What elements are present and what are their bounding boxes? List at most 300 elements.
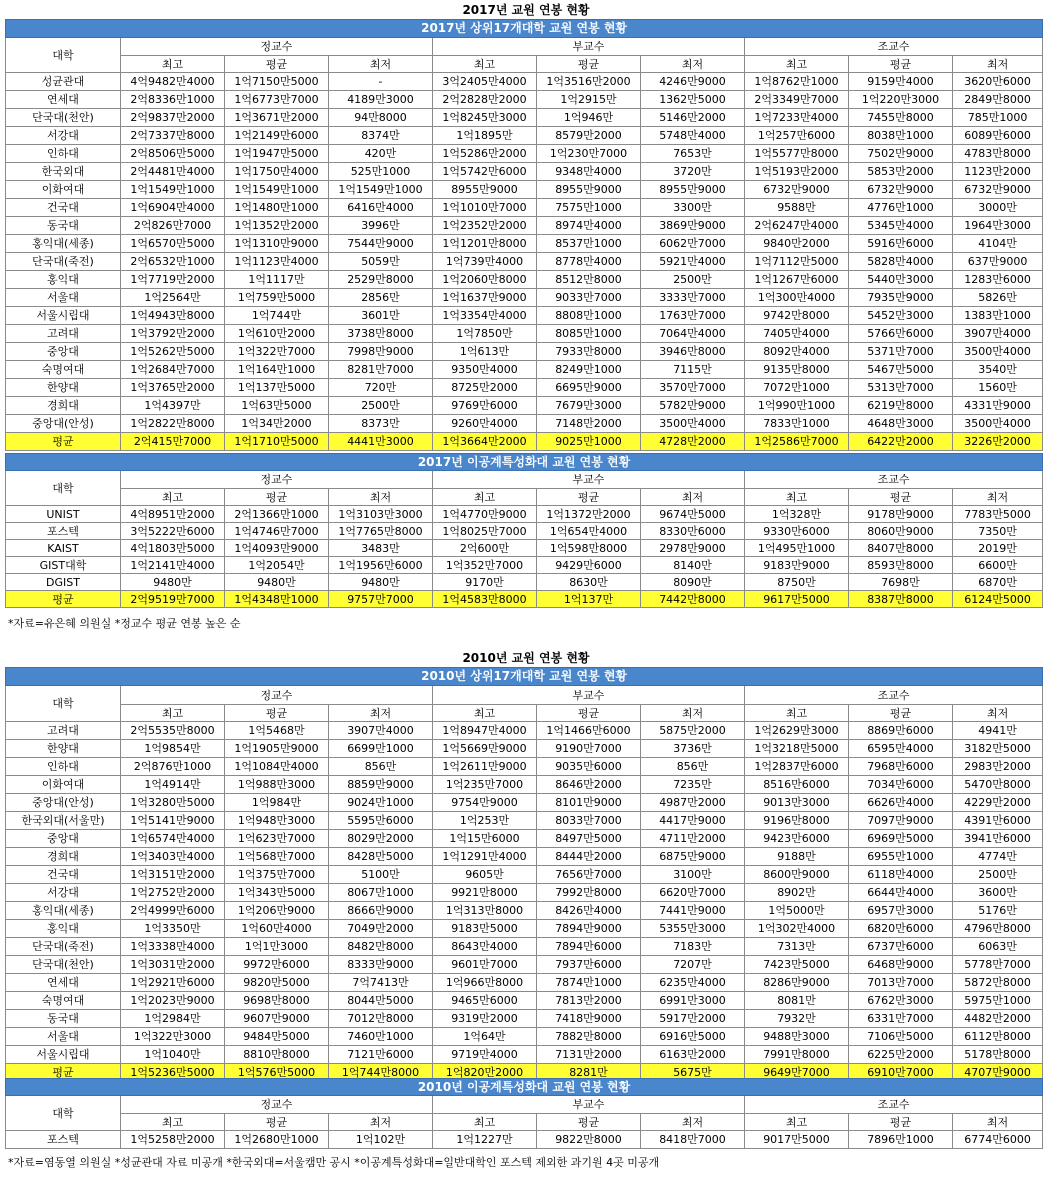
salary-cell: 1억744만 xyxy=(225,307,329,325)
column-header: 평균 xyxy=(225,1114,329,1131)
salary-cell: 9674만5000 xyxy=(641,506,745,523)
salary-cell: 5917만2000 xyxy=(641,1010,745,1028)
table-row xyxy=(6,506,1043,523)
average-cell: 4707만9000 xyxy=(953,1064,1043,1081)
average-label: 평균 xyxy=(6,1064,121,1081)
salary-cell: 7894만6000 xyxy=(537,938,641,956)
salary-cell: 1억3403만4000 xyxy=(121,848,225,866)
salary-cell: 1964만3000 xyxy=(953,217,1043,235)
salary-cell: 1억6904만4000 xyxy=(121,199,225,217)
salary-cell: 1억759만5000 xyxy=(225,289,329,307)
table-row xyxy=(6,379,1043,397)
salary-cell: 1억9854만 xyxy=(121,740,225,758)
salary-cell: 9601만7000 xyxy=(433,956,537,974)
univ-name: 서울대 xyxy=(6,1028,121,1046)
column-header: 최저 xyxy=(641,56,745,73)
salary-cell: 1억5669만9000 xyxy=(433,740,537,758)
salary-cell: 9260만4000 xyxy=(433,415,537,433)
table-row xyxy=(6,325,1043,343)
salary-cell: 7460만1000 xyxy=(329,1028,433,1046)
salary-cell: 1억8762만1000 xyxy=(745,73,849,91)
average-cell: 4441만3000 xyxy=(329,433,433,451)
univ-name: 서강대 xyxy=(6,127,121,145)
salary-cell: 1억1549만1000 xyxy=(121,181,225,199)
table-row xyxy=(6,361,1043,379)
salary-cell: 5975만1000 xyxy=(953,992,1043,1010)
salary-cell: 1억988만3000 xyxy=(225,776,329,794)
average-label: 평균 xyxy=(6,591,121,608)
table-row xyxy=(6,145,1043,163)
average-cell: 9649만7000 xyxy=(745,1064,849,1081)
salary-cell: 1억1123만4000 xyxy=(225,253,329,271)
header-row xyxy=(6,471,1043,489)
table-title: 2017년 상위17개대학 교원 연봉 현황 xyxy=(6,20,1043,38)
salary-cell: 7049만2000 xyxy=(329,920,433,938)
salary-cell: 5853만2000 xyxy=(849,163,953,181)
salary-cell: 1억1352만2000 xyxy=(225,217,329,235)
salary-cell: 8281만7000 xyxy=(329,361,433,379)
salary-cell: 1억1만3000 xyxy=(225,938,329,956)
average-cell: 9757만7000 xyxy=(329,591,433,608)
salary-cell: 9190만7000 xyxy=(537,740,641,758)
salary-cell: 5872만8000 xyxy=(953,974,1043,992)
salary-cell: 9135만8000 xyxy=(745,361,849,379)
salary-cell: 3941만6000 xyxy=(953,830,1043,848)
univ-name: 인하대 xyxy=(6,758,121,776)
rank-header: 부교수 xyxy=(433,686,745,705)
salary-cell: 2983만2000 xyxy=(953,758,1043,776)
table-2017-top17 xyxy=(5,19,1043,451)
salary-cell: 8643만4000 xyxy=(433,938,537,956)
header-row xyxy=(6,1096,1043,1114)
salary-cell: 3483만 xyxy=(329,540,433,557)
salary-cell: 9480만 xyxy=(329,574,433,591)
column-header: 평균 xyxy=(849,489,953,506)
salary-cell: 9719만4000 xyxy=(433,1046,537,1064)
salary-cell: 6416만4000 xyxy=(329,199,433,217)
salary-cell: 9183만5000 xyxy=(433,920,537,938)
salary-cell: 1억2752만2000 xyxy=(121,884,225,902)
salary-cell: 6626만4000 xyxy=(849,794,953,812)
salary-cell: 7894만9000 xyxy=(537,920,641,938)
salary-cell: 9588만 xyxy=(745,199,849,217)
salary-cell: 2억6532만1000 xyxy=(121,253,225,271)
salary-cell: 1억3671만2000 xyxy=(225,109,329,127)
salary-cell: 6916만5000 xyxy=(641,1028,745,1046)
average-row xyxy=(6,591,1043,608)
salary-cell: 6875만9000 xyxy=(641,848,745,866)
salary-cell: 8033만7000 xyxy=(537,812,641,830)
column-header: 최저 xyxy=(641,489,745,506)
salary-cell: 3182만5000 xyxy=(953,740,1043,758)
salary-cell: 4417만9000 xyxy=(641,812,745,830)
univ-name: 서강대 xyxy=(6,884,121,902)
salary-cell: 1억3765만2000 xyxy=(121,379,225,397)
salary-cell: 7207만 xyxy=(641,956,745,974)
salary-cell: 4189만3000 xyxy=(329,91,433,109)
average-cell: 1억820만2000 xyxy=(433,1064,537,1081)
salary-cell: 7813만2000 xyxy=(537,992,641,1010)
salary-cell: 1억3354만4000 xyxy=(433,307,537,325)
salary-cell: 1560만 xyxy=(953,379,1043,397)
salary-cell: 4711만2000 xyxy=(641,830,745,848)
salary-cell: 1억1549만1000 xyxy=(329,181,433,199)
table-title-row xyxy=(6,668,1043,686)
salary-cell: 1억328만 xyxy=(745,506,849,523)
salary-cell: 2억6247만4000 xyxy=(745,217,849,235)
salary-cell: 1억5193만2000 xyxy=(745,163,849,181)
salary-cell: 9033만7000 xyxy=(537,289,641,307)
table-row xyxy=(6,1028,1043,1046)
salary-cell: 3540만 xyxy=(953,361,1043,379)
salary-cell: 6600만 xyxy=(953,557,1043,574)
salary-cell: 1억2984만 xyxy=(121,1010,225,1028)
salary-cell: 8725만2000 xyxy=(433,379,537,397)
table-row xyxy=(6,740,1043,758)
salary-cell: 6870만 xyxy=(953,574,1043,591)
average-cell: 3226만2000 xyxy=(953,433,1043,451)
salary-cell: 1362만5000 xyxy=(641,91,745,109)
univ-name: 고려대 xyxy=(6,722,121,740)
table-row xyxy=(6,974,1043,992)
salary-cell: 4억9482만4000 xyxy=(121,73,225,91)
salary-cell: 1283만6000 xyxy=(953,271,1043,289)
salary-cell: 1억3031만2000 xyxy=(121,956,225,974)
salary-cell: 7896만1000 xyxy=(849,1131,953,1149)
average-cell: 8281만 xyxy=(537,1064,641,1081)
salary-cell: 1억5577만8000 xyxy=(745,145,849,163)
table-title-row xyxy=(6,1079,1043,1096)
column-header: 최고 xyxy=(745,1114,849,1131)
salary-cell: 1억739만4000 xyxy=(433,253,537,271)
salary-cell: 6955만1000 xyxy=(849,848,953,866)
salary-cell: 1억654만4000 xyxy=(537,523,641,540)
salary-cell: 1억6574만4000 xyxy=(121,830,225,848)
salary-cell: 1억375만7000 xyxy=(225,866,329,884)
salary-cell: 9742만8000 xyxy=(745,307,849,325)
salary-cell: 8537만1000 xyxy=(537,235,641,253)
salary-cell: 6063만 xyxy=(953,938,1043,956)
salary-cell: 7992만8000 xyxy=(537,884,641,902)
univ-name: 건국대 xyxy=(6,199,121,217)
salary-cell: 8067만1000 xyxy=(329,884,433,902)
table-row xyxy=(6,415,1043,433)
salary-cell: 5355만3000 xyxy=(641,920,745,938)
column-header: 평균 xyxy=(225,56,329,73)
table-title-row xyxy=(6,454,1043,471)
salary-cell: 7131만2000 xyxy=(537,1046,641,1064)
salary-cell: 9605만 xyxy=(433,866,537,884)
univ-name: 경희대 xyxy=(6,848,121,866)
column-header: 최저 xyxy=(953,1114,1043,1131)
salary-cell: 8516만6000 xyxy=(745,776,849,794)
salary-cell: 9348만4000 xyxy=(537,163,641,181)
salary-cell: 1억64만 xyxy=(433,1028,537,1046)
salary-cell: 1억6570만5000 xyxy=(121,235,225,253)
column-header: 최저 xyxy=(329,489,433,506)
salary-cell: 2856만 xyxy=(329,289,433,307)
univ-name: 숙명여대 xyxy=(6,361,121,379)
salary-cell: 2억3349만7000 xyxy=(745,91,849,109)
salary-cell: 1억1905만9000 xyxy=(225,740,329,758)
table-row xyxy=(6,956,1043,974)
table-row xyxy=(6,127,1043,145)
table-row xyxy=(6,289,1043,307)
salary-cell: 7653만 xyxy=(641,145,745,163)
salary-cell: 4941만 xyxy=(953,722,1043,740)
salary-cell: 6695만9000 xyxy=(537,379,641,397)
salary-cell: 1억352만7000 xyxy=(433,557,537,574)
column-header: 최저 xyxy=(953,56,1043,73)
salary-cell: 3500만4000 xyxy=(953,343,1043,361)
salary-cell: 6991만3000 xyxy=(641,992,745,1010)
column-header: 평균 xyxy=(225,705,329,722)
table-row xyxy=(6,992,1043,1010)
subheader-row xyxy=(6,489,1043,506)
table-title: 2010년 상위17개대학 교원 연봉 현황 xyxy=(6,668,1043,686)
average-cell: 9025만1000 xyxy=(537,433,641,451)
rank-header: 정교수 xyxy=(121,38,433,56)
table-row xyxy=(6,307,1043,325)
salary-cell: 5828만4000 xyxy=(849,253,953,271)
univ-name: 단국대(천안) xyxy=(6,109,121,127)
salary-cell: 7121만6000 xyxy=(329,1046,433,1064)
salary-cell: 6163만2000 xyxy=(641,1046,745,1064)
salary-cell: 2019만 xyxy=(953,540,1043,557)
title-2017: 2017년 교원 연봉 현황 xyxy=(462,3,590,17)
salary-cell: 4229만2000 xyxy=(953,794,1043,812)
average-cell: 2억415만7000 xyxy=(121,433,225,451)
table-title: 2010년 이공계특성화대 교원 연봉 현황 xyxy=(6,1079,1043,1096)
salary-cell: 5766만6000 xyxy=(849,325,953,343)
salary-cell: 7679만3000 xyxy=(537,397,641,415)
subheader-row xyxy=(6,705,1043,722)
salary-cell: 8974만4000 xyxy=(537,217,641,235)
salary-cell: 1억2060만8000 xyxy=(433,271,537,289)
salary-cell: 1억63만5000 xyxy=(225,397,329,415)
column-header: 평균 xyxy=(849,56,953,73)
table-row xyxy=(6,523,1043,540)
salary-cell: 1억2352만2000 xyxy=(433,217,537,235)
salary-cell: 1억164만1000 xyxy=(225,361,329,379)
rank-header: 부교수 xyxy=(433,38,745,56)
table-row xyxy=(6,199,1043,217)
salary-cell: 6699만1000 xyxy=(329,740,433,758)
salary-cell: 6774만6000 xyxy=(953,1131,1043,1149)
salary-cell: 1억4397만 xyxy=(121,397,225,415)
salary-cell: 1억253만 xyxy=(433,812,537,830)
salary-cell: 1억5258만2000 xyxy=(121,1131,225,1149)
salary-cell: 7064만4000 xyxy=(641,325,745,343)
salary-cell: 4987만2000 xyxy=(641,794,745,812)
salary-cell: 4796만8000 xyxy=(953,920,1043,938)
rank-header: 부교수 xyxy=(433,471,745,489)
salary-cell: 8373만 xyxy=(329,415,433,433)
salary-cell: 1억2564만 xyxy=(121,289,225,307)
table-row xyxy=(6,253,1043,271)
salary-cell: 1억568만7000 xyxy=(225,848,329,866)
salary-cell: 785만1000 xyxy=(953,109,1043,127)
salary-cell: 3620만6000 xyxy=(953,73,1043,91)
salary-cell: 7115만 xyxy=(641,361,745,379)
salary-cell: 8249만1000 xyxy=(537,361,641,379)
salary-cell: 8593만8000 xyxy=(849,557,953,574)
column-header: 최고 xyxy=(433,489,537,506)
salary-cell: 8955만9000 xyxy=(537,181,641,199)
salary-cell: 1억1956만6000 xyxy=(329,557,433,574)
table-row xyxy=(6,574,1043,591)
table-row xyxy=(6,163,1043,181)
salary-cell: 5176만 xyxy=(953,902,1043,920)
table-2010-sci xyxy=(5,1078,1043,1149)
salary-cell: 1억5000만 xyxy=(745,902,849,920)
salary-cell: 1억966만8000 xyxy=(433,974,537,992)
salary-cell: 1억2054만 xyxy=(225,557,329,574)
salary-cell: 1억6773만7000 xyxy=(225,91,329,109)
salary-cell: 8955만9000 xyxy=(641,181,745,199)
salary-cell: 856만 xyxy=(641,758,745,776)
salary-cell: 8426만4000 xyxy=(537,902,641,920)
salary-cell: 9024만1000 xyxy=(329,794,433,812)
rank-header: 부교수 xyxy=(433,1096,745,1114)
salary-cell: 7575만1000 xyxy=(537,199,641,217)
salary-cell: 2529만8000 xyxy=(329,271,433,289)
salary-cell: 1억2141만4000 xyxy=(121,557,225,574)
column-header: 최고 xyxy=(121,1114,225,1131)
salary-cell: 3500만4000 xyxy=(953,415,1043,433)
salary-cell: 9159만4000 xyxy=(849,73,953,91)
salary-cell: 7502만9000 xyxy=(849,145,953,163)
salary-cell: 4482만2000 xyxy=(953,1010,1043,1028)
table-row xyxy=(6,866,1043,884)
table-row xyxy=(6,1046,1043,1064)
salary-cell: 2억826만7000 xyxy=(121,217,225,235)
salary-cell: 4억8951만2000 xyxy=(121,506,225,523)
salary-cell: 1억946만 xyxy=(537,109,641,127)
salary-cell: 1억220만3000 xyxy=(849,91,953,109)
salary-cell: 1억8947만4000 xyxy=(433,722,537,740)
salary-cell: 1억257만6000 xyxy=(745,127,849,145)
salary-cell: 1억2684만7000 xyxy=(121,361,225,379)
salary-cell: 8600만9000 xyxy=(745,866,849,884)
salary-cell: 1억984만 xyxy=(225,794,329,812)
salary-cell: 6112만8000 xyxy=(953,1028,1043,1046)
table-title: 2017년 이공계특성화대 교원 연봉 현황 xyxy=(6,454,1043,471)
salary-cell: 5875만2000 xyxy=(641,722,745,740)
salary-cell: 1억2680만1000 xyxy=(225,1131,329,1149)
univ-name: 중앙대(안성) xyxy=(6,415,121,433)
table-row xyxy=(6,722,1043,740)
salary-cell: 1억948만3000 xyxy=(225,812,329,830)
salary-cell: 3333만7000 xyxy=(641,289,745,307)
column-header: 최저 xyxy=(329,705,433,722)
salary-cell: 1123만2000 xyxy=(953,163,1043,181)
column-header: 최고 xyxy=(121,489,225,506)
salary-cell: - xyxy=(329,73,433,91)
salary-cell: 9423만6000 xyxy=(745,830,849,848)
salary-cell: 7998만9000 xyxy=(329,343,433,361)
salary-cell: 7933만8000 xyxy=(537,343,641,361)
column-header: 최저 xyxy=(641,705,745,722)
salary-cell: 8646만2000 xyxy=(537,776,641,794)
salary-cell: 1억2921만6000 xyxy=(121,974,225,992)
average-cell: 7442만8000 xyxy=(641,591,745,608)
salary-cell: 4776만1000 xyxy=(849,199,953,217)
salary-cell: 1억598만8000 xyxy=(537,540,641,557)
salary-cell: 856만 xyxy=(329,758,433,776)
salary-cell: 5826만 xyxy=(953,289,1043,307)
table-row xyxy=(6,938,1043,956)
table-row xyxy=(6,271,1043,289)
salary-cell: 9170만 xyxy=(433,574,537,591)
salary-cell: 9484만5000 xyxy=(225,1028,329,1046)
average-label: 평균 xyxy=(6,433,121,451)
salary-cell: 1억3218만5000 xyxy=(745,740,849,758)
univ-name: 포스텍 xyxy=(6,523,121,540)
average-cell: 1억2586만7000 xyxy=(745,433,849,451)
salary-cell: 1억206만9000 xyxy=(225,902,329,920)
salary-cell: 2억5535만8000 xyxy=(121,722,225,740)
univ-name: 연세대 xyxy=(6,974,121,992)
salary-cell: 7148만2000 xyxy=(537,415,641,433)
salary-cell: 1억7233만4000 xyxy=(745,109,849,127)
salary-cell: 6820만6000 xyxy=(849,920,953,938)
salary-cell: 7097만9000 xyxy=(849,812,953,830)
column-header: 최저 xyxy=(641,1114,745,1131)
salary-cell: 8444만2000 xyxy=(537,848,641,866)
table-row xyxy=(6,776,1043,794)
salary-cell: 7072만1000 xyxy=(745,379,849,397)
salary-cell: 6219만8000 xyxy=(849,397,953,415)
salary-cell: 9178만9000 xyxy=(849,506,953,523)
salary-cell: 7106만5000 xyxy=(849,1028,953,1046)
salary-cell: 7235만 xyxy=(641,776,745,794)
column-header: 최저 xyxy=(329,1114,433,1131)
column-header: 최고 xyxy=(433,56,537,73)
salary-cell: 1억2837만6000 xyxy=(745,758,849,776)
univ-name: 홍익대(세종) xyxy=(6,235,121,253)
table-row xyxy=(6,794,1043,812)
salary-cell: 8902만 xyxy=(745,884,849,902)
salary-cell: 1억102만 xyxy=(329,1131,433,1149)
average-cell: 1억576만5000 xyxy=(225,1064,329,1081)
salary-cell: 8428만5000 xyxy=(329,848,433,866)
salary-cell: 1억7719만2000 xyxy=(121,271,225,289)
salary-cell: 8330만6000 xyxy=(641,523,745,540)
univ-name: 이화여대 xyxy=(6,181,121,199)
salary-cell: 3억2405만4000 xyxy=(433,73,537,91)
salary-cell: 1억15만6000 xyxy=(433,830,537,848)
salary-cell: 7013만7000 xyxy=(849,974,953,992)
salary-cell: 1억2915만 xyxy=(537,91,641,109)
salary-cell: 1억2629만3000 xyxy=(745,722,849,740)
column-header: 최저 xyxy=(329,56,433,73)
salary-cell: 2억1366만1000 xyxy=(225,506,329,523)
salary-cell: 1억1372만2000 xyxy=(537,506,641,523)
salary-cell: 8955만9000 xyxy=(433,181,537,199)
salary-cell: 4391만6000 xyxy=(953,812,1043,830)
univ-header: 대학 xyxy=(6,686,121,722)
salary-cell: 1억4746만7000 xyxy=(225,523,329,540)
rank-header: 정교수 xyxy=(121,686,433,705)
univ-name: 한국외대(서울만) xyxy=(6,812,121,830)
salary-cell: 5467만5000 xyxy=(849,361,953,379)
salary-cell: 8374만 xyxy=(329,127,433,145)
salary-cell: 1763만7000 xyxy=(641,307,745,325)
average-cell: 1억5236만5000 xyxy=(121,1064,225,1081)
salary-cell: 8859만9000 xyxy=(329,776,433,794)
source-note-2010: *자료=염동열 의원실 *성균관대 자료 미공개 *한국외대=서울캠만 공시 *이공계특성화대=일반대학인 포스텍 제외한 과기원 4곳 미공개 xyxy=(8,1156,660,1169)
